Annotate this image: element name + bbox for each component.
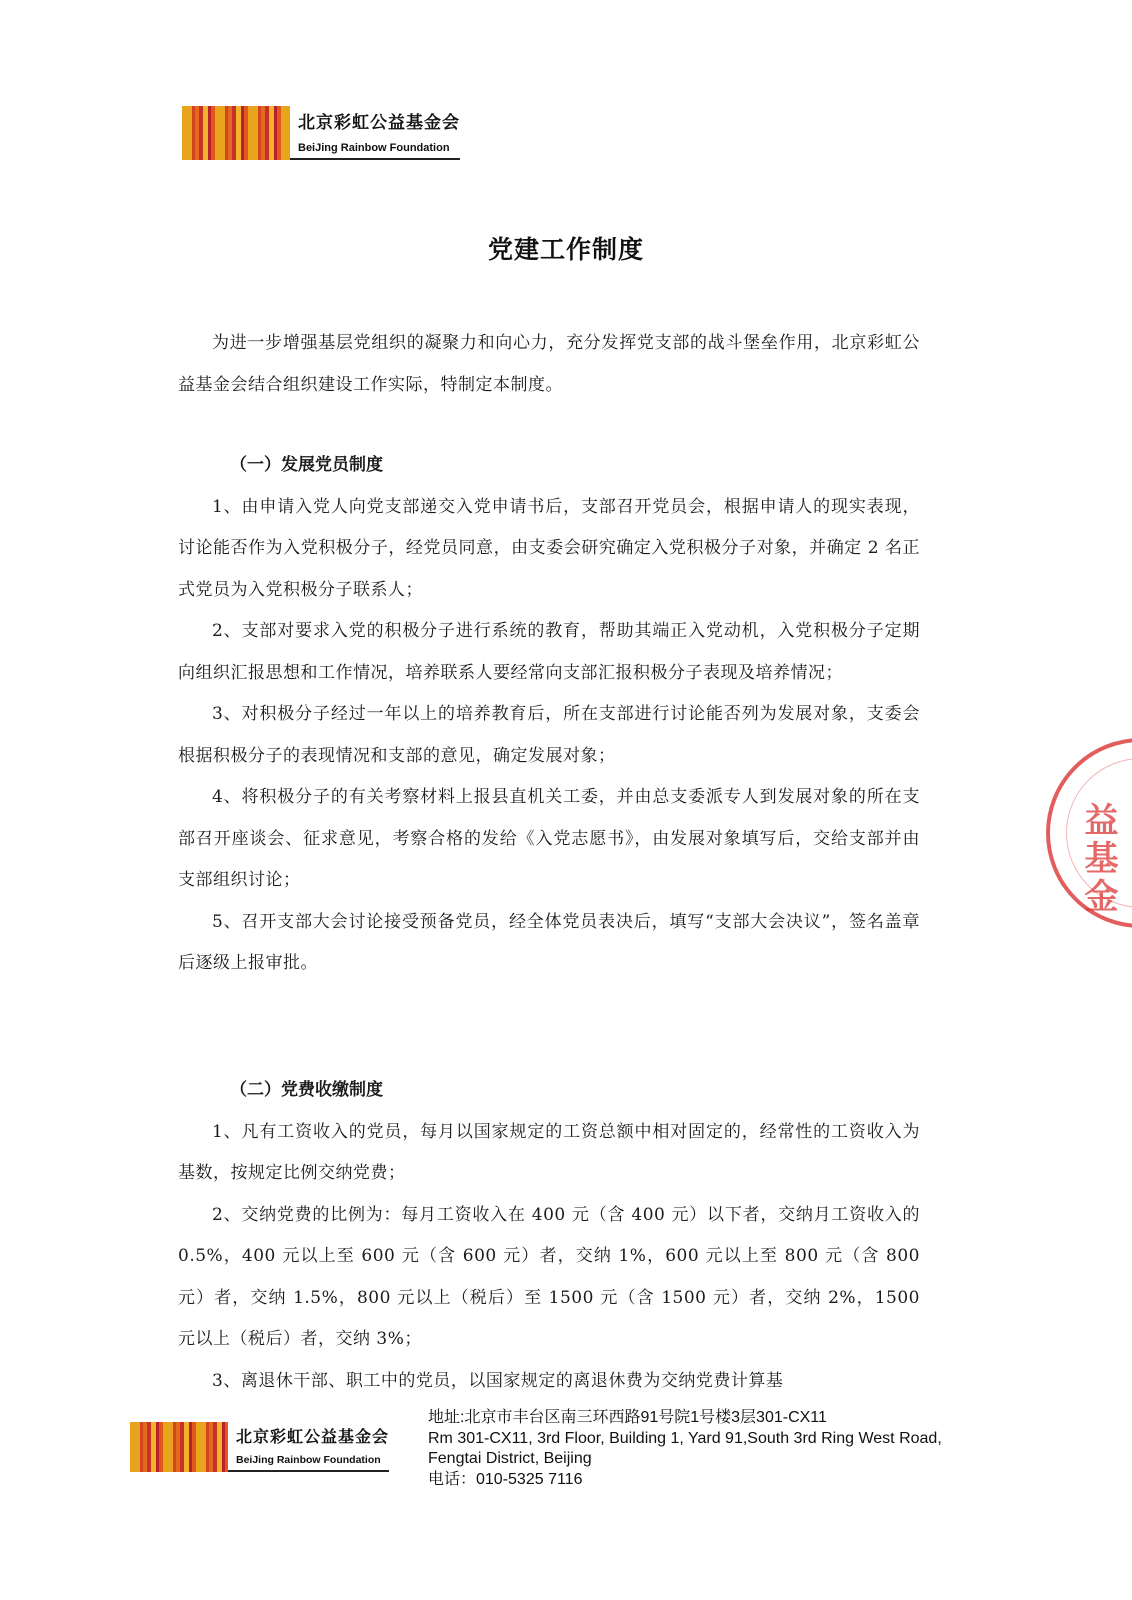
section-item: 5、召开支部大会讨论接受预备党员，经全体党员表决后，填写“支部大会决议”，签名盖章后逐级上报审批。	[178, 911, 920, 973]
section-party-development	[178, 445, 920, 985]
logo-name-cn: 北京彩虹公益基金会	[236, 1427, 390, 1446]
section-heading: （一）发展党员制度	[230, 455, 383, 475]
logo-name-cn: 北京彩虹公益基金会	[298, 113, 460, 133]
document-title: 党建工作制度	[487, 235, 644, 264]
logo-text	[290, 106, 460, 160]
address-cn: 地址:北京市丰台区南三环西路91号院1号楼3层301-CX11	[428, 1409, 827, 1426]
section-heading: （二）党费收缴制度	[230, 1080, 383, 1100]
section-item: 4、将积极分子的有关考察材料上报县直机关工委，并由总支委派专人到发展对象的所在支部召开座谈会、征求意见，考察合格的发给《入党志愿书》，由发展对象填写后，交给支部并由支部组织讨论；	[178, 787, 920, 890]
logo-name-en: BeiJing Rainbow Foundation	[298, 142, 450, 154]
logo-text	[228, 1422, 389, 1472]
rainbow-logo-mark	[130, 1422, 228, 1472]
official-seal	[1046, 738, 1132, 928]
section-item: 1、由申请入党人向党支部递交入党申请书后，支部召开党员会，根据申请人的现实表现，讨论能否作为入党积极分子，经党员同意，由支委会研究确定入党积极分子对象，并确定 2 名正式党员为入党积极分子联系人；	[178, 496, 920, 600]
section-item: 3、离退休干部、职工中的党员，以国家规定的离退休费为交纳党费计算基	[212, 1370, 784, 1391]
rainbow-logo-mark	[182, 106, 290, 160]
footer-logo	[130, 1422, 389, 1472]
seal-text: 益基金	[1078, 802, 1118, 916]
section-item: 1、凡有工资收入的党员，每月以国家规定的工资总额中相对固定的，经常性的工资收入为基数，按规定比例交纳党费；	[178, 1121, 920, 1183]
section-item: 2、支部对要求入党的积极分子进行系统的教育，帮助其端正入党动机，入党积极分子定期向组织汇报思想和工作情况，培养联系人要经常向支部汇报积极分子表现及培养情况；	[178, 621, 920, 683]
logo-name-en: BeiJing Rainbow Foundation	[236, 1454, 381, 1466]
phone-number: 电话：010-5325 7116	[428, 1470, 583, 1488]
section-item: 2、交纳党费的比例为：每月工资收入在 400 元（含 400 元）以下者，交纳月工资收入的 0.5%，400 元以上至 600 元（含 600 元）者，交纳 1%，600 元以上至 800 元（含 800 元）者，交纳 1.5%，800 元以上（税后）至 1500 元（含 1500 元）者，交纳 2%，1500 元以上（税后）者，交纳 3%；	[178, 1204, 920, 1349]
footer-contact	[428, 1408, 942, 1490]
document-body	[178, 323, 920, 406]
header-logo	[182, 106, 460, 160]
section-party-dues	[178, 1070, 920, 1402]
intro-paragraph: 为进一步增强基层党组织的凝聚力和向心力，充分发挥党支部的战斗堡垒作用，北京彩虹公益基金会结合组织建设工作实际，特制定本制度。	[178, 333, 920, 395]
address-en-line-1: Rm 301-CX11, 3rd Floor, Building 1, Yard 91,South 3rd Ring West Road,	[428, 1429, 942, 1447]
section-item: 3、对积极分子经过一年以上的培养教育后，所在支部进行讨论能否列为发展对象，支委会根据积极分子的表现情况和支部的意见，确定发展对象；	[178, 704, 920, 766]
address-en-line-2: Fengtai District, Beijing	[428, 1450, 592, 1467]
